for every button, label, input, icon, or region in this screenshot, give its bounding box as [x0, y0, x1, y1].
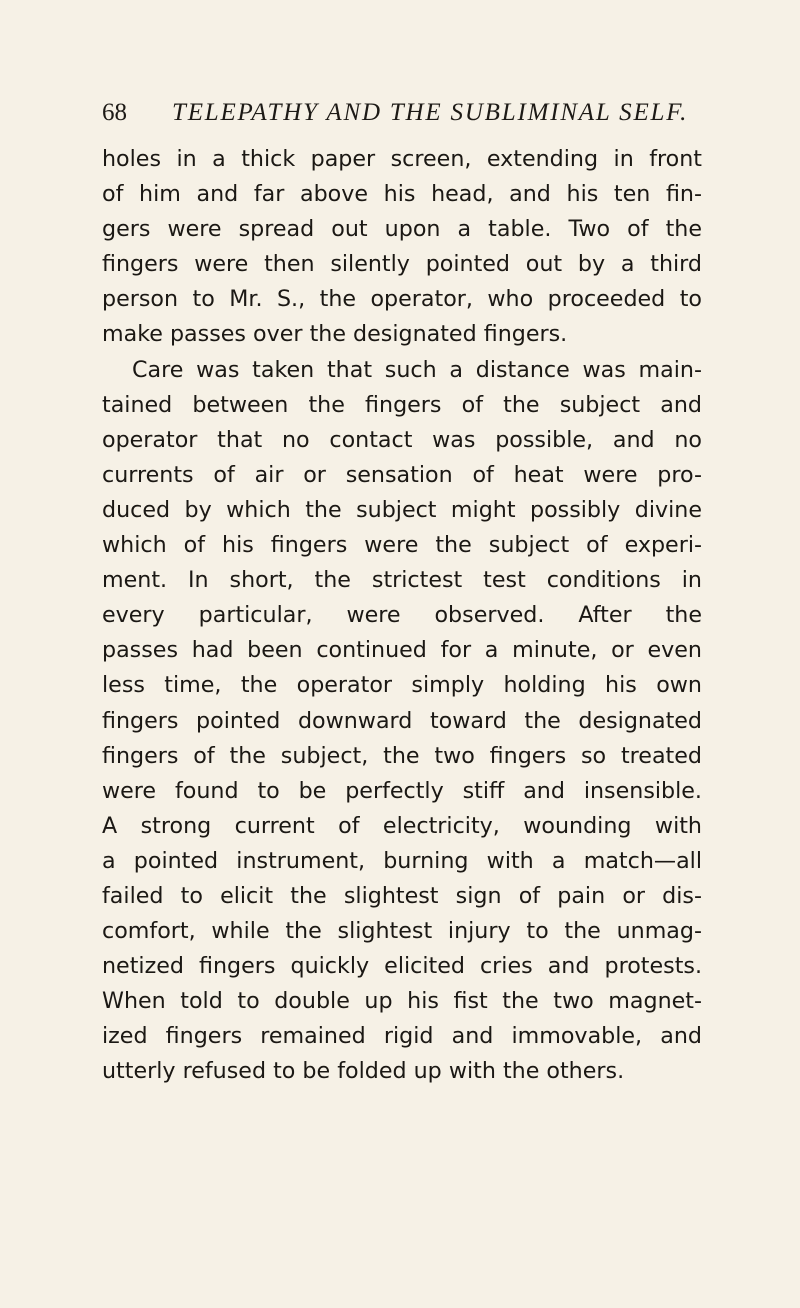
text-line: less time, the operator simply holding his own — [102, 672, 702, 699]
text-line: fingers of the subject, the two fingers so treated — [102, 742, 702, 769]
text-line: When told to double up his fist the two magnet- — [102, 988, 702, 1015]
text-line: tained between the fingers of the subject and — [102, 391, 702, 418]
text-line: person to Mr. S., the operator, who proceeded to — [102, 286, 702, 313]
text-line: ized fingers remained rigid and immovable, and — [102, 1023, 702, 1050]
text-line: gers were spread out upon a table. Two of the — [102, 216, 702, 243]
text-line: of him and far above his head, and his ten fin- — [102, 181, 702, 208]
running-head: TELEPATHY AND THE SUBLIMINAL SELF. — [172, 99, 689, 126]
text-line: currents of air or sensation of heat were pro- — [102, 461, 702, 488]
text-line: ment. In short, the strictest test conditions in — [102, 567, 702, 594]
text-line: fingers were then silently pointed out by a third — [102, 251, 702, 278]
page-header — [102, 96, 702, 130]
page-number: 68 — [102, 99, 127, 126]
text-line: comfort, while the slightest injury to the unmag- — [102, 918, 702, 945]
text-line: which of his fingers were the subject of experi- — [102, 532, 702, 559]
text-line: operator that no contact was possible, and no — [102, 426, 702, 453]
text-line: a pointed instrument, burning with a match—all — [102, 847, 702, 874]
text-line: were found to be perfectly stiff and insensible. — [102, 777, 702, 804]
text-line: failed to elicit the slightest sign of pain or dis- — [102, 882, 702, 909]
text-line: holes in a thick paper screen, extending in front — [102, 146, 702, 172]
text-line: Care was taken that such a distance was main- — [132, 356, 702, 383]
text-line: duced by which the subject might possibly divine — [102, 496, 702, 523]
body-text — [102, 142, 702, 1090]
text-line: netized fingers quickly elicited cries and protests. — [102, 953, 702, 980]
text-line: fingers pointed downward toward the designated — [102, 707, 702, 734]
text-line: every particular, were observed. After the — [102, 602, 702, 629]
text-line: make passes over the designated fingers. — [102, 321, 568, 348]
text-line: passes had been continued for a minute, or even — [102, 637, 702, 664]
text-line: A strong current of electricity, wounding with — [102, 812, 702, 839]
text-line: utterly refused to be folded up with the others. — [102, 1058, 625, 1085]
